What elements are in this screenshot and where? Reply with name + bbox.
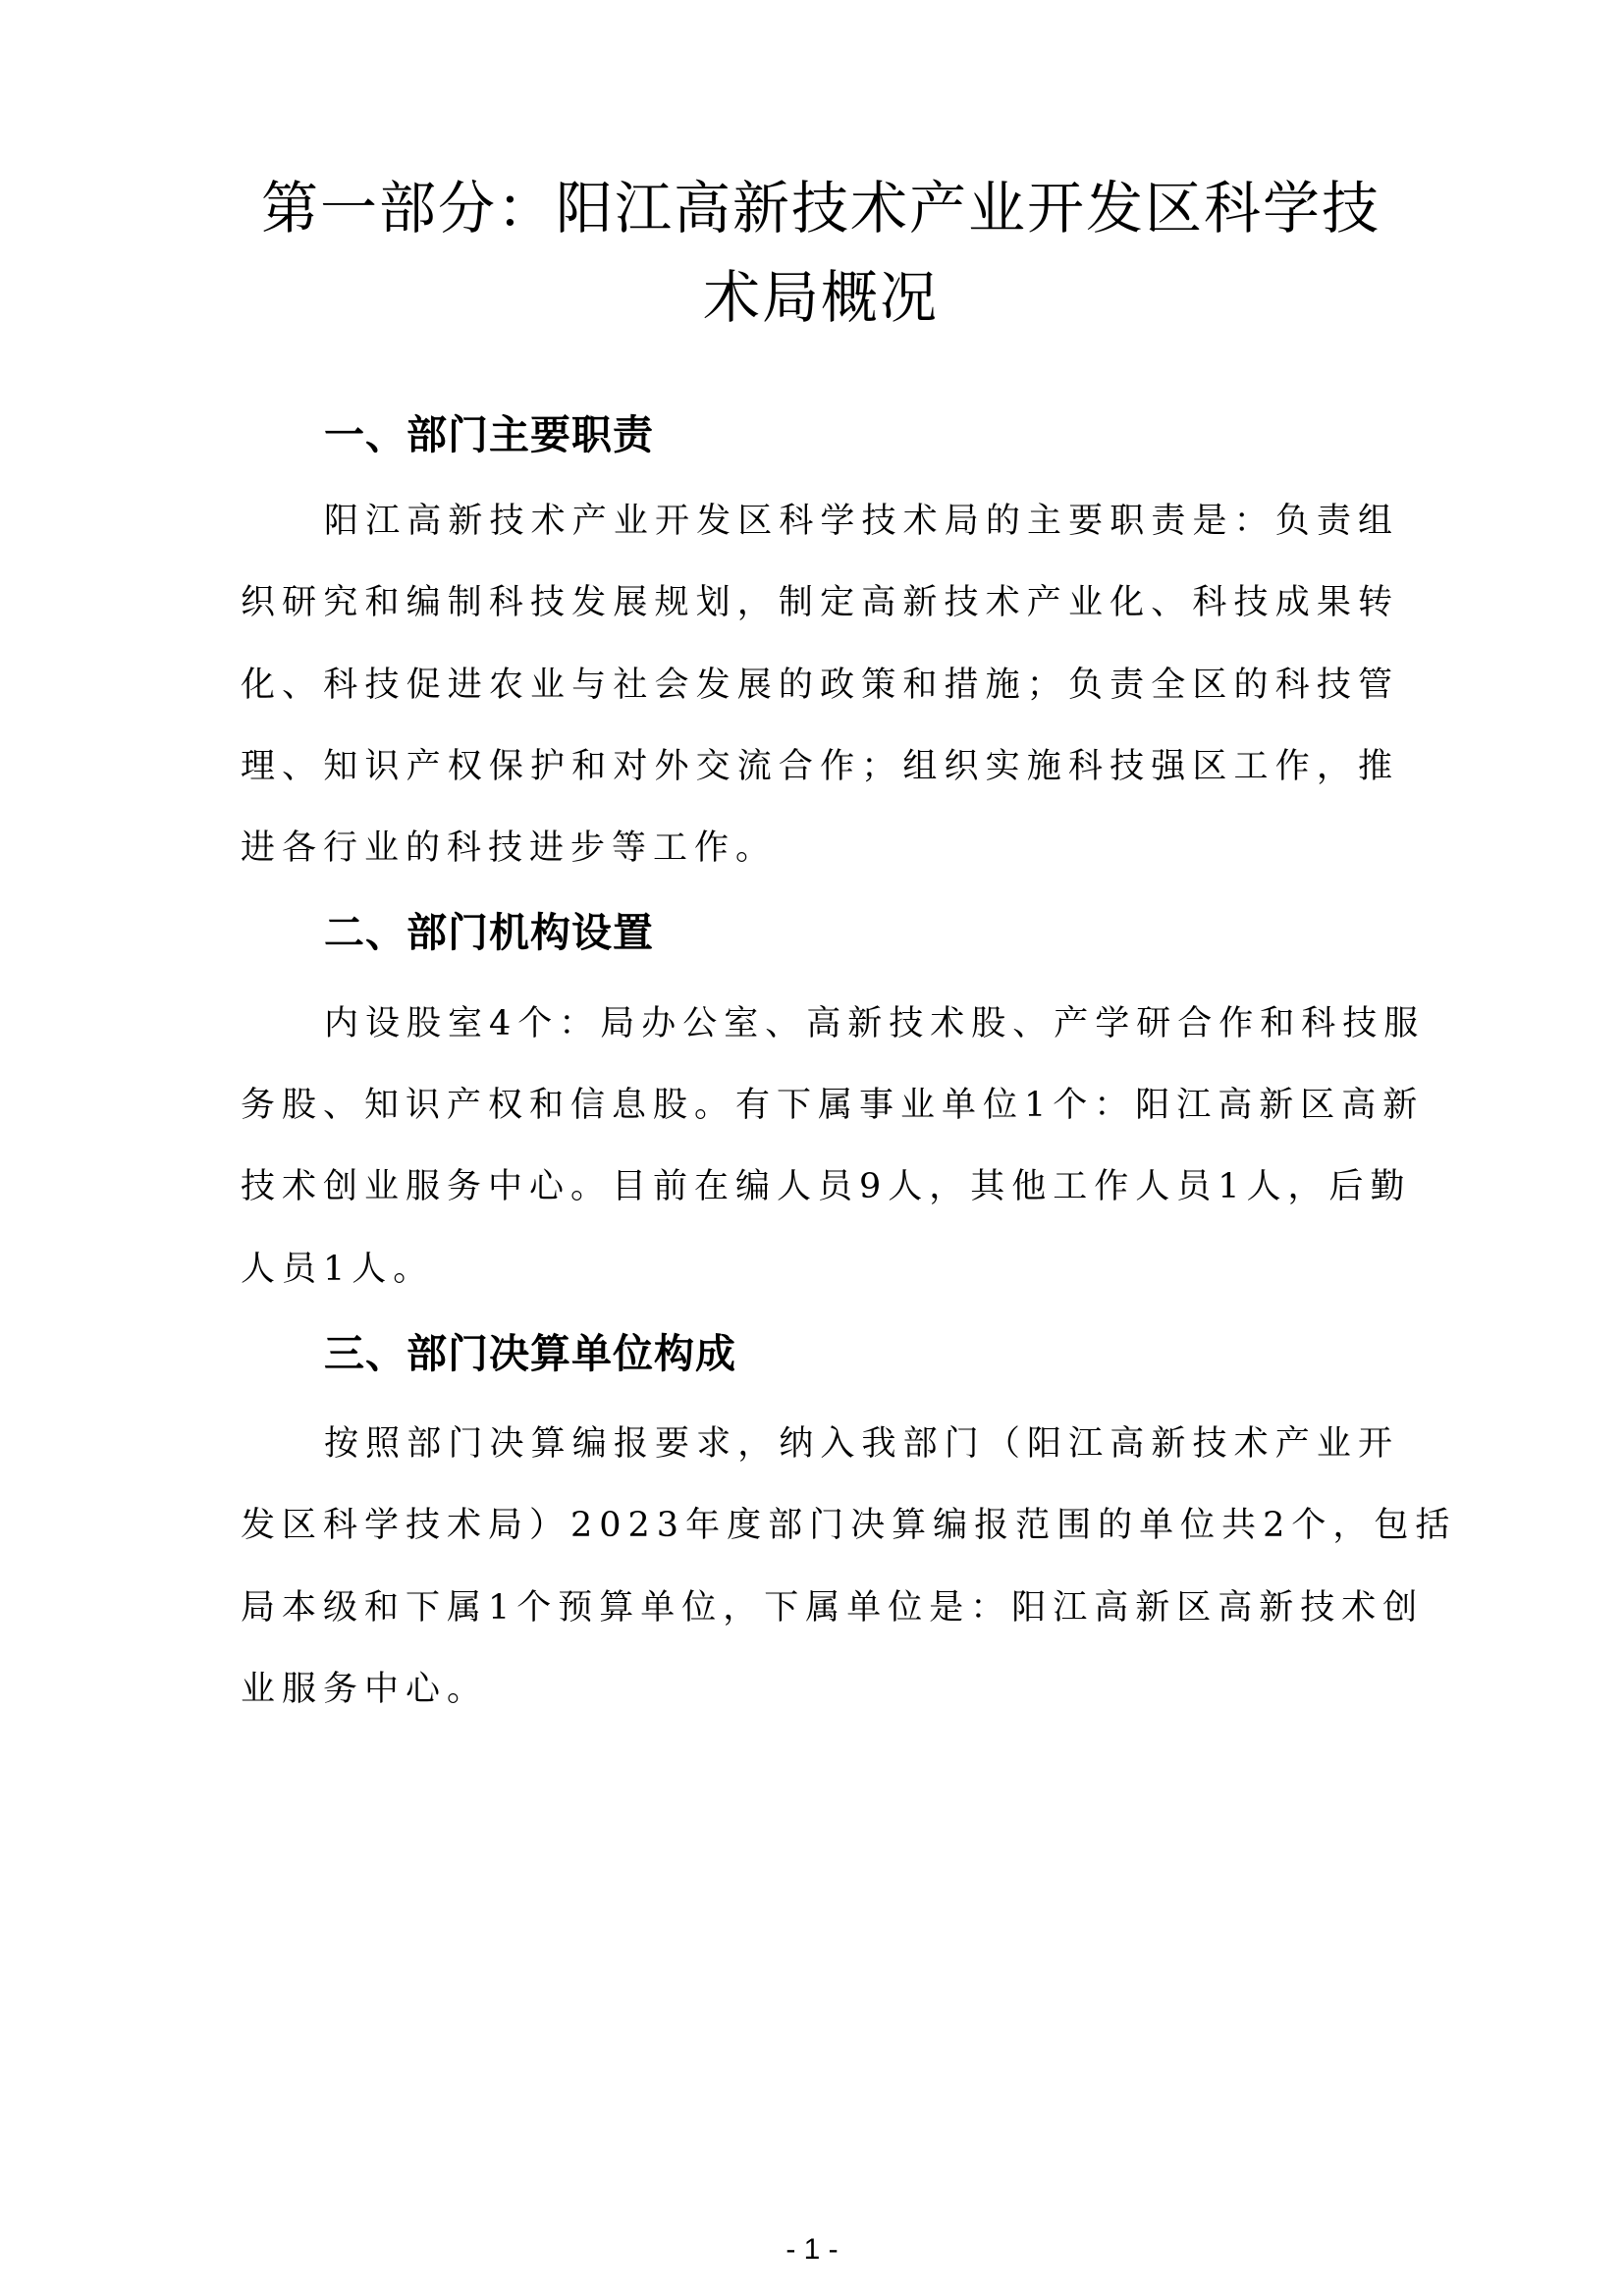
page-title-line-2: 术局概况 [702,264,939,331]
paragraph-line: 技术创业服务中心。目前在编人员9人，其他工作人员1人，后勤 [241,1167,1412,1206]
paragraph-line: 人员1人。 [241,1250,435,1289]
section-heading-organization: 二、部门机构设置 [324,909,654,956]
section-heading-budget-units: 三、部门决算单位构成 [324,1330,736,1377]
paragraph-line: 发区科学技术局）2023年度部门决算编报范围的单位共2个，包括 [241,1506,1457,1545]
paragraph-line: 化、科技促进农业与社会发展的政策和措施；负责全区的科技管 [241,666,1399,705]
paragraph-line: 按照部门决算编报要求，纳入我部门（阳江高新技术产业开 [324,1424,1399,1464]
paragraph-line: 进各行业的科技进步等工作。 [241,828,778,868]
paragraph-line: 务股、知识产权和信息股。有下属事业单位1个：阳江高新区高新 [241,1086,1425,1125]
page-number: - 1 - [785,2233,839,2266]
page-title-line-1: 第一部分：阳江高新技术产业开发区科学技 [260,175,1380,241]
paragraph-line: 业服务中心。 [241,1670,489,1709]
paragraph-line: 阳江高新技术产业开发区科学技术局的主要职责是：负责组 [324,502,1399,541]
section-heading-responsibilities: 一、部门主要职责 [324,411,654,458]
paragraph-line: 内设股室4个：局办公室、高新技术股、产学研合作和科技服 [324,1004,1426,1043]
paragraph-line: 织研究和编制科技发展规划，制定高新技术产业化、科技成果转 [241,583,1399,622]
paragraph-line: 理、知识产权保护和对外交流合作；组织实施科技强区工作，推 [241,747,1399,786]
paragraph-line: 局本级和下属1个预算单位，下属单位是：阳江高新区高新技术创 [241,1588,1425,1628]
